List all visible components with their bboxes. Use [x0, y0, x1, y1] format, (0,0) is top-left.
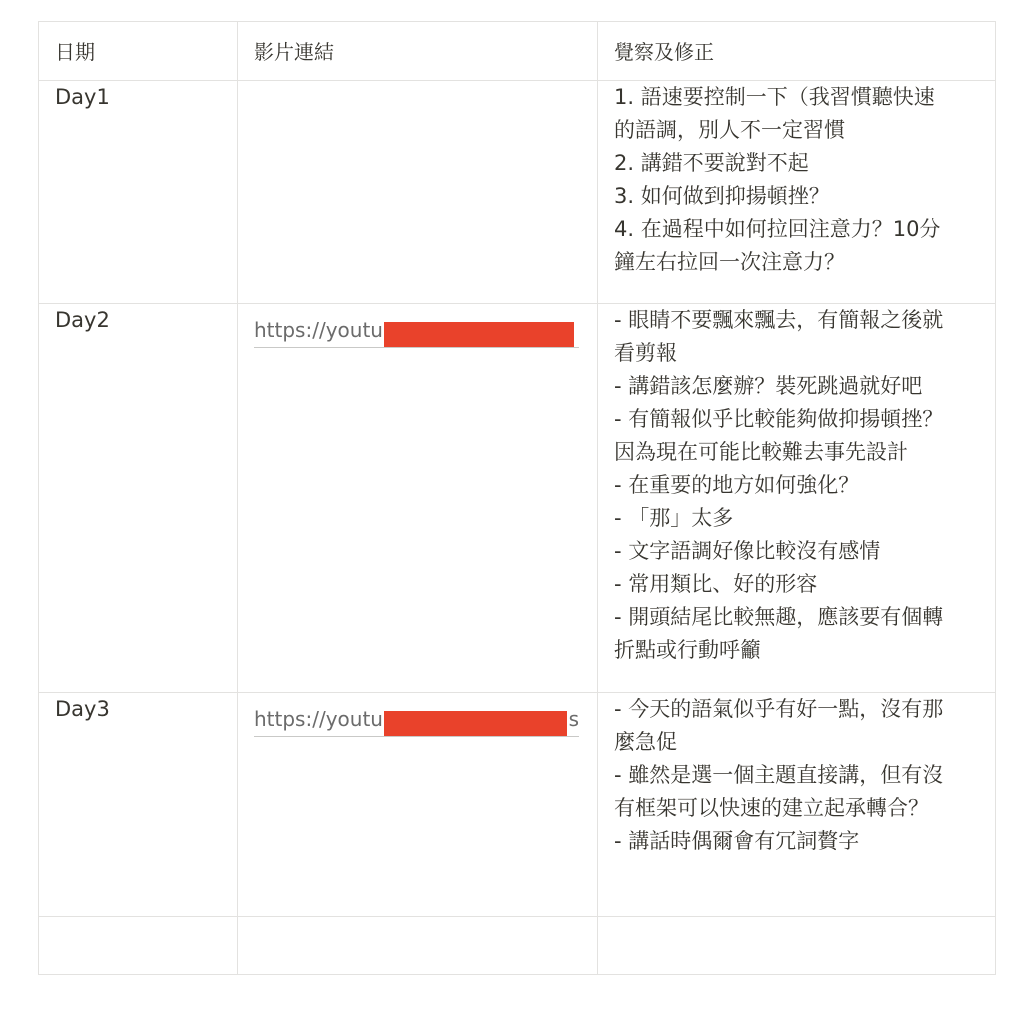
- note-line: - 雖然是選一個主題直接講，但有沒: [614, 763, 944, 787]
- cell-notes[interactable]: [598, 81, 996, 304]
- note-line: - 在重要的地方如何強化？: [614, 473, 860, 497]
- table-header-row: [39, 22, 996, 81]
- table-row: [39, 81, 996, 304]
- video-link-text: https://youtu: [254, 707, 383, 731]
- header-reflection[interactable]: 覺察及修正: [598, 22, 996, 81]
- cell-notes[interactable]: [598, 693, 996, 917]
- cell-link[interactable]: [238, 304, 598, 693]
- header-date[interactable]: 日期: [39, 22, 238, 81]
- cell-date-empty[interactable]: [39, 917, 238, 975]
- cell-date[interactable]: Day2: [39, 304, 238, 693]
- video-link[interactable]: [254, 314, 579, 348]
- reflection-table: [38, 21, 996, 975]
- note-line: 鐘左右拉回一次注意力？: [614, 250, 845, 274]
- note-line: 麼急促: [614, 730, 677, 754]
- cell-notes[interactable]: [598, 304, 996, 693]
- cell-link-empty[interactable]: [238, 81, 598, 304]
- table-row: [39, 304, 996, 693]
- note-line: - 眼睛不要飄來飄去，有簡報之後就: [614, 308, 944, 332]
- note-line: 因為現在可能比較難去事先設計: [614, 440, 908, 464]
- cell-date[interactable]: Day1: [39, 81, 238, 304]
- note-line: 3. 如何做到抑揚頓挫？: [614, 184, 830, 208]
- note-line: - 文字語調好像比較沒有感情: [614, 539, 881, 563]
- video-link-text: https://youtu: [254, 318, 383, 342]
- note-line: 1. 語速要控制一下（我習慣聽快速: [614, 85, 935, 109]
- note-line: - 「那」太多: [614, 506, 734, 530]
- cell-date[interactable]: Day3: [39, 693, 238, 917]
- note-line: 4. 在過程中如何拉回注意力？10分: [614, 217, 941, 241]
- note-line: 看剪報: [614, 341, 677, 365]
- note-line: - 有簡報似乎比較能夠做抑揚頓挫？: [614, 407, 944, 431]
- cell-notes-empty[interactable]: [598, 917, 996, 975]
- note-line: 的語調，別人不一定習慣: [614, 118, 845, 142]
- note-line: 有框架可以快速的建立起承轉合？: [614, 796, 929, 820]
- redaction-block: [384, 711, 567, 737]
- header-video-link[interactable]: 影片連結: [238, 22, 598, 81]
- table-row: [39, 693, 996, 917]
- note-line: - 開頭結尾比較無趣，應該要有個轉: [614, 605, 944, 629]
- video-link-tail: s: [568, 707, 579, 731]
- video-link[interactable]: [254, 703, 579, 737]
- note-line: 2. 講錯不要說對不起: [614, 151, 809, 175]
- note-line: 折點或行動呼籲: [614, 638, 761, 662]
- note-line: - 講話時偶爾會有冗詞贅字: [614, 829, 860, 853]
- note-line: - 常用類比、好的形容: [614, 572, 818, 596]
- cell-link[interactable]: [238, 693, 598, 917]
- note-line: - 講錯該怎麼辦？裝死跳過就好吧: [614, 374, 923, 398]
- note-line: - 今天的語氣似乎有好一點，沒有那: [614, 697, 944, 721]
- table-row-empty: [39, 917, 996, 975]
- cell-link-empty[interactable]: [238, 917, 598, 975]
- redaction-block: [384, 322, 574, 348]
